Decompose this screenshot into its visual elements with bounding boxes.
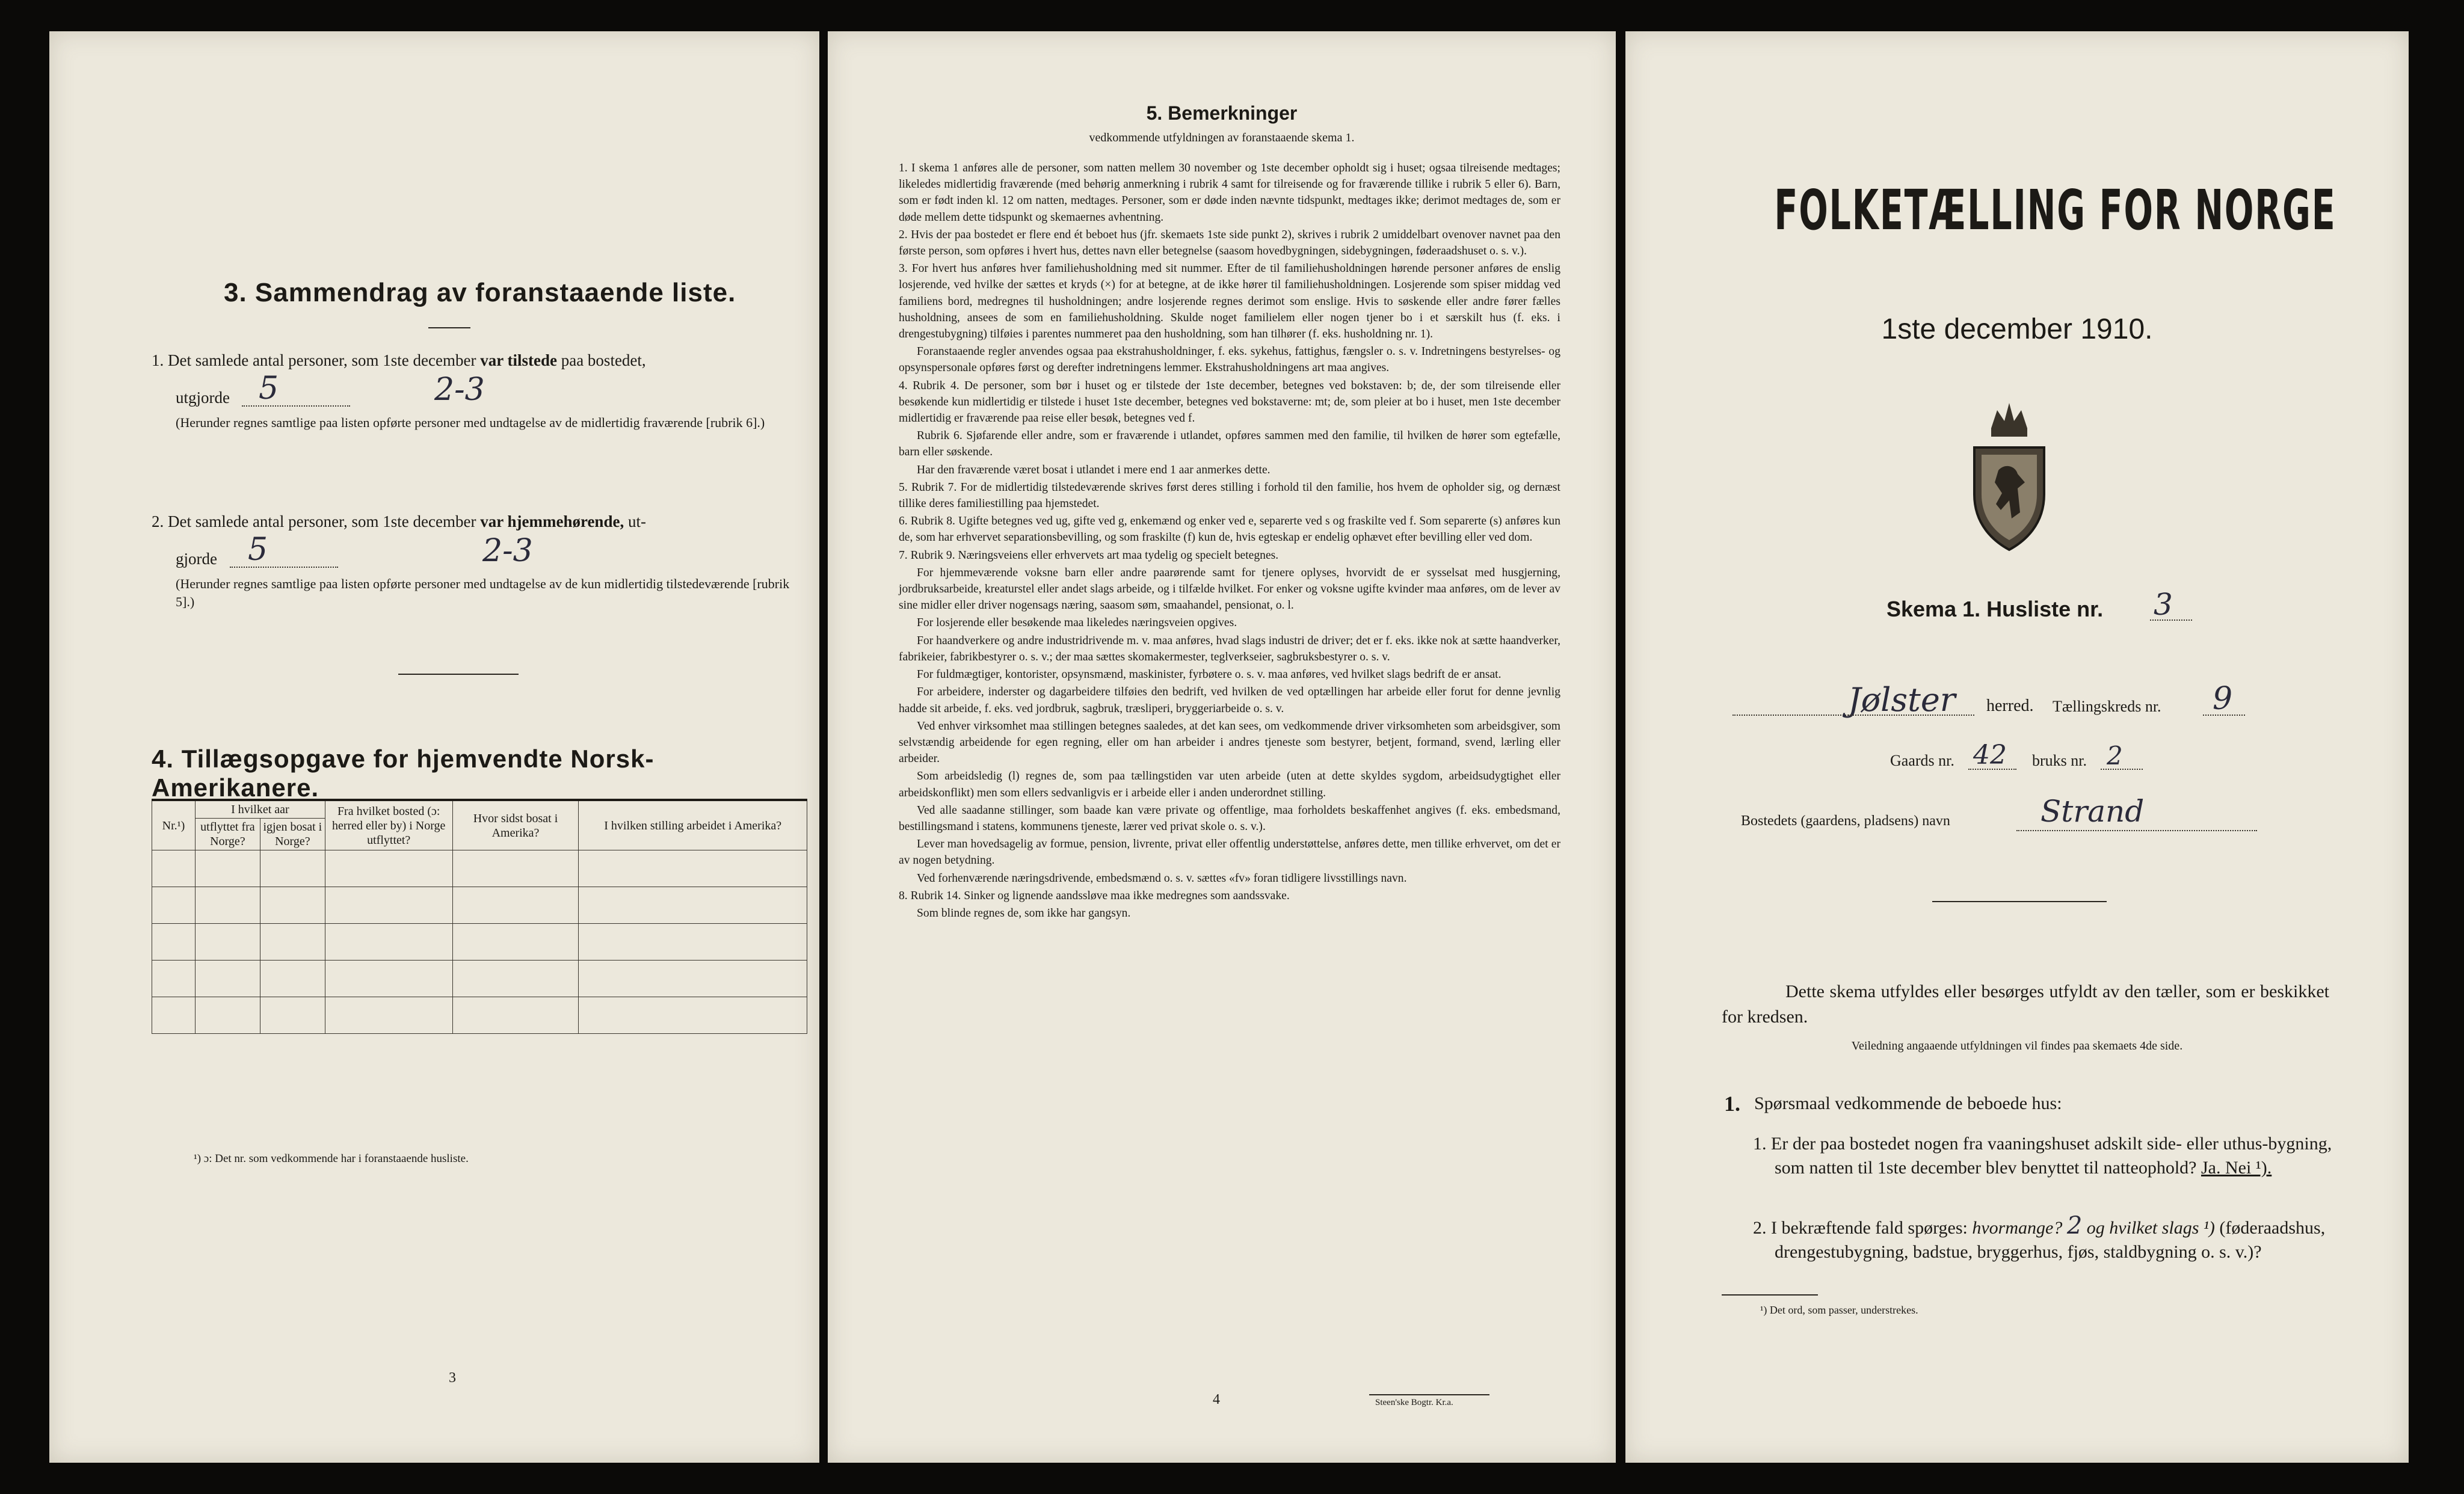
remark-paragraph: Rubrik 6. Sjøfarende eller andre, som er fraværende i utlandet, opføres sammen med den familie, til hvilken de hører som egtefælle, barn eller søskende. [899, 429, 1560, 459]
item-1-value: 5 [259, 370, 279, 407]
remark-paragraph: Lever man hovedsagelig av formue, pension, livrente, privat eller offentlig understøttelse, anføres dette, men tillike erhvervet, om det er av nogen betydning. [899, 838, 1560, 867]
remark-paragraph: For hjemmeværende voksne barn eller andre paarørende samt for tjenere oplyses, hvorvidt de er sysselsat med husgjerning, jordbruksarbeide, kreaturstel eller andet slags arbeide, og i tilfælde hvilket. For enker og voksne ugifte kvinder maa anføres, om de lever av sine midler eller driver nogensags næring, saasom søm, smaahandel, pensionat, o. l. [899, 566, 1560, 612]
remark-paragraph: For losjerende eller besøkende maa likeledes næringsveien opgives. [917, 616, 1237, 630]
gaards-value: 42 [1973, 740, 2007, 770]
remark-paragraph: For haandverkere og andre industridrivende m. v. maa anføres, hvad slags industri de driver; det er f. eks. ikke nok at sætte haandverker, fabrikeier, fabrikbestyrer o. s. v.; der maa sættes skomakermester, teglverkseier, sagbruksbestyrer o. s. v. [899, 634, 1560, 663]
page-1 [1625, 31, 2409, 1463]
col-hvor: Hvor sidst bosat i Amerika? [452, 800, 579, 850]
table-row [152, 887, 807, 924]
bruks-value: 2 [2107, 741, 2123, 770]
remark-paragraph: For arbeidere, inderster og dagarbeidere tilføies den bedrift, ved hvilken de ved optællingen har arbeide eller forut for denne jevnlig hadde sit arbeide, f. eks. ved jordbruk, sagbruk, træsliperi, bryggeriarbeide o. s. v. [899, 686, 1560, 715]
page-number: 3 [449, 1370, 456, 1386]
intro-text: Dette skema utfyldes eller besørges utfyldt av den tæller, som er beskikket for kredsen. [1722, 982, 2329, 1027]
section-4-title: 4. Tillægsopgave for hjemvendte Norsk-Amerikanere. [152, 745, 654, 802]
col-igjen: igjen bosat i Norge? [260, 819, 325, 850]
table-row [152, 997, 807, 1034]
item-1-text: 1. Det samlede antal personer, som 1ste december var tilstede paa bostedet, [152, 351, 646, 369]
divider [428, 327, 470, 328]
table-row [152, 924, 807, 961]
item-1-dotline [242, 405, 350, 407]
remarks-subtitle: vedkommende utfyldningen av foranstaaende skema 1. [1089, 131, 1355, 144]
section-3-title: 3. Sammendrag av foranstaaende liste. [224, 278, 736, 307]
remark-paragraph: 8. Rubrik 14. Sinker og lignende aandssløve maa ikke medregnes som aandssvake. [899, 889, 1290, 902]
remark-paragraph: Foranstaaende regler anvendes ogsaa paa ekstrahusholdninger, f. eks. sykehus, fattighus, fængsler o. s. v. Indretningens bestyrelses- og opsynspersonale opføres først og derefter indretningens lemmer. Ekstrahusholdningens art maa angives. [899, 345, 1560, 375]
col-fra: Fra hvilket bosted (ɔ: herred eller by) i Norge utflyttet? [325, 800, 452, 850]
dotline [1732, 715, 1853, 716]
dotline [1968, 769, 2016, 770]
item-2-value: 5 [248, 532, 268, 568]
item-1-note: (Herunder regnes samtlige paa listen opførte personer med undtagelse av de midlertidig fraværende [rubrik 6].) [176, 415, 765, 430]
question-section-title: Spørsmaal vedkommende de beboede hus: [1754, 1093, 2062, 1113]
remark-paragraph: 5. Rubrik 7. For de midlertidig tilstedeværende skrives først deres stilling i forhold til den familie, hos hvem de opholder sig, og dernæst tillike deres familiestilling paa hjemstedet. [899, 481, 1560, 511]
remark-paragraph: Ved alle saadanne stillinger, som baade kan være private og offentlige, maa forholdets beskaffenhet angives (f. eks. embedsmand, bestillingsmand i statens, kommunens tjeneste, lærer ved privat skole o. s. v.). [899, 804, 1560, 833]
footnote: ¹) ɔ: Det nr. som vedkommende har i foranstaaende husliste. [194, 1152, 469, 1165]
husliste-nr: 3 [2154, 587, 2173, 622]
col-nr: Nr.¹) [152, 800, 196, 850]
item-1-value2: 2-3 [434, 372, 485, 408]
table-row [152, 961, 807, 997]
question-section-number: 1. [1724, 1092, 1740, 1116]
question-1-text: 1. Er der paa bostedet nogen fra vaaningshuset adskilt side- eller uthus-bygning, som natten til 1ste december blev benyttet til natteophold? [1753, 1134, 2332, 1178]
divider [1369, 1394, 1489, 1395]
census-title: FOLKETÆLLING FOR NORGE [1774, 178, 2336, 242]
veiledning-text: Veiledning angaaende utfyldningen vil findes paa skemaets 4de side. [1851, 1039, 2183, 1053]
census-date: 1ste december 1910. [1881, 313, 2153, 345]
question-2-value: 2 [2066, 1212, 2083, 1240]
divider [1932, 901, 2107, 902]
item-2-value2: 2-3 [482, 533, 533, 569]
table-row [152, 850, 807, 887]
remark-paragraph: 6. Rubrik 8. Ugifte betegnes ved ug, gifte ved g, enkemænd og enker ved e, separerte ved s og fraskilte ved f. Som separerte (s) anføres kun de, som har erhvervet separationsbevilling, og som fraskilte (f) kun de, hvis egteskap er endelig ophævet efter bevilling eller ved dom. [899, 515, 1560, 544]
dotline [1848, 715, 1974, 716]
item-1-label: utgjorde [176, 389, 230, 407]
footnote: ¹) Det ord, som passer, understrekes. [1760, 1304, 1918, 1316]
herred-value: Jølster [1848, 681, 1956, 719]
item-2-text: 2. Det samlede antal personer, som 1ste december var hjemmehørende, ut- [152, 512, 646, 530]
page-4 [828, 31, 1616, 1463]
norsk-amerikanere-table [152, 799, 807, 1034]
question-1 [1753, 1132, 2346, 1180]
bosted-value: Strand [2040, 794, 2145, 829]
herred-label: herred. [1986, 696, 2034, 715]
remark-paragraph: 7. Rubrik 9. Næringsveiens eller erhvervets art maa tydelig og specielt betegnes. [899, 549, 1279, 562]
remark-paragraph: Ved enhver virksomhet maa stillingen betegnes saaledes, at det kan sees, om vedkommende driver virksomheten som arbeidsgiver, som selvstændig arbeidende for egen regning, eller om han arbeider i andres tjeneste som bestyrer, betjent, formand, svend, lærling eller arbeider. [899, 719, 1560, 766]
remark-paragraph: Ved forhenværende næringsdrivende, embedsmænd o. s. v. sættes «fv» foran tidligere livsstillings navn. [917, 872, 1407, 885]
question-2-hvormange: hvormange? [1972, 1218, 2063, 1238]
remark-paragraph: 1. I skema 1 anføres alle de personer, som natten mellem 30 november og 1ste december opholdt sig i huset; ogsaa tilreisende medtages; likeledes midlertidig fraværende (med behørig anmerkning i rubrik 4 samt for tilreisende og for fraværende tillike i rubrik 5 eller 6). Barn, som er født inden kl. 12 om natten, medtages. Personer, som er døde inden nævnte tidspunkt, medtages ikke; derimot medtages de, som er døde mellem dette tidspunkt og skemaernes avhentning. [899, 162, 1560, 224]
page-3 [49, 31, 819, 1463]
kreds-value: 9 [2213, 681, 2233, 717]
remark-paragraph: For fuldmægtiger, kontorister, opsynsmænd, maskinister, fyrbøtere o. s. v. maa anføres, ved hvilket slags bedrift de er ansat. [917, 668, 1502, 681]
remarks-body [899, 160, 1560, 923]
remark-paragraph: Som blinde regnes de, som ikke har gangsyn. [917, 906, 1131, 920]
remark-paragraph: 3. For hvert hus anføres hver familiehusholdning med sit nummer. Efter de til familiehusholdningen hørende personer anføres de enslig losjerende, ved hvilke der sættes et kryds (×) for at betegne, at de ikke hører til familiehusholdningen. Losjerende som spiser middag ved familiens bord, medregnes til husholdningen; andre losjerende regnes derimot som enslige. Hvis to søskende eller andre fører fælles husholdning, ansees de som en familiehusholdning. Skulde noget familielem eller nogen tjener bo i et særskilt hus (f. eks. i drengestubygning) tilføies i parentes nummeret paa den husholdning, som han tilhører (f. eks. husholdning nr. 1). [899, 262, 1560, 341]
dotline [2101, 769, 2143, 770]
bosted-label: Bostedets (gaardens, pladsens) navn [1741, 813, 1950, 829]
dotline [2016, 830, 2257, 831]
question-2-text: 2. I bekræftende fald spørges: [1753, 1218, 1968, 1238]
question-2-slags: og hvilket slags ¹) [2086, 1218, 2215, 1238]
remark-paragraph: Har den fraværende været bosat i utlandet i mere end 1 aar anmerkes dette. [917, 463, 1270, 476]
remark-paragraph: Som arbeidsledig (l) regnes de, som paa tællingstiden var uten arbeide (uten at dette skyldes sygdom, arbeidsudygtighet eller arbeidskonflikt) men som ellers sedvanligvis er i arbeide eller i anden underordnet stilling. [899, 770, 1560, 799]
question-2-options: (føderaadshus, drengestubygning, badstue, bryggerhus, fjøs, staldbygning o. s. v.)? [1775, 1218, 2326, 1262]
item-2-note: (Herunder regnes samtlige paa listen opførte personer med undtagelse av de kun midlertidig tilstedeværende [rubrik 5].) [176, 576, 790, 609]
remark-paragraph: 2. Hvis der paa bostedet er flere end ét beboet hus (jfr. skemaets 1ste side punkt 2), skrives i rubrik 2 umiddelbart ovenover navnet paa den første person, som opføres i hvert hus, dettes navn eller betegnelse (saasom hovedbygningen, sidebygningen, føderaadshuset o. s. v.). [899, 228, 1560, 258]
schema-label: Skema 1. Husliste nr. [1886, 597, 2104, 621]
col-utflyttet: utflyttet fra Norge? [195, 819, 260, 850]
gaards-label: Gaards nr. [1890, 752, 1954, 769]
divider [1722, 1294, 1818, 1296]
item-2-dotline [230, 567, 338, 568]
dotline [2203, 715, 2245, 716]
page-number: 4 [1213, 1392, 1220, 1407]
dotline [2150, 619, 2192, 621]
kreds-label: Tællingskreds nr. [2053, 698, 2161, 715]
remarks-title: 5. Bemerkninger [1146, 102, 1298, 124]
col-stilling: I hvilken stilling arbeidet i Amerika? [579, 800, 807, 850]
printer-mark: Steen'ske Bogtr. Kr.a. [1375, 1398, 1453, 1407]
question-2 [1753, 1214, 2346, 1264]
col-group: I hvilket aar [195, 800, 325, 819]
question-1-answer: Ja. Nei ¹). [2201, 1158, 2272, 1178]
coat-of-arms-icon [1967, 392, 2051, 555]
remark-paragraph: 4. Rubrik 4. De personer, som bør i huset og er tilstede der 1ste december, betegnes ved bokstaven: b; de, der som tilreisende eller besøkende kun midlertidig er tilstede i huset 1ste december, betegnes ved bokstaverne: mt; de, som pleier at bo i huset, men 1ste december midlertidig er fraværende paa reise eller besøk, betegnes ved f. [899, 379, 1560, 425]
divider [398, 674, 519, 675]
item-2-label: gjorde [176, 550, 217, 568]
bruks-label: bruks nr. [2032, 752, 2087, 769]
